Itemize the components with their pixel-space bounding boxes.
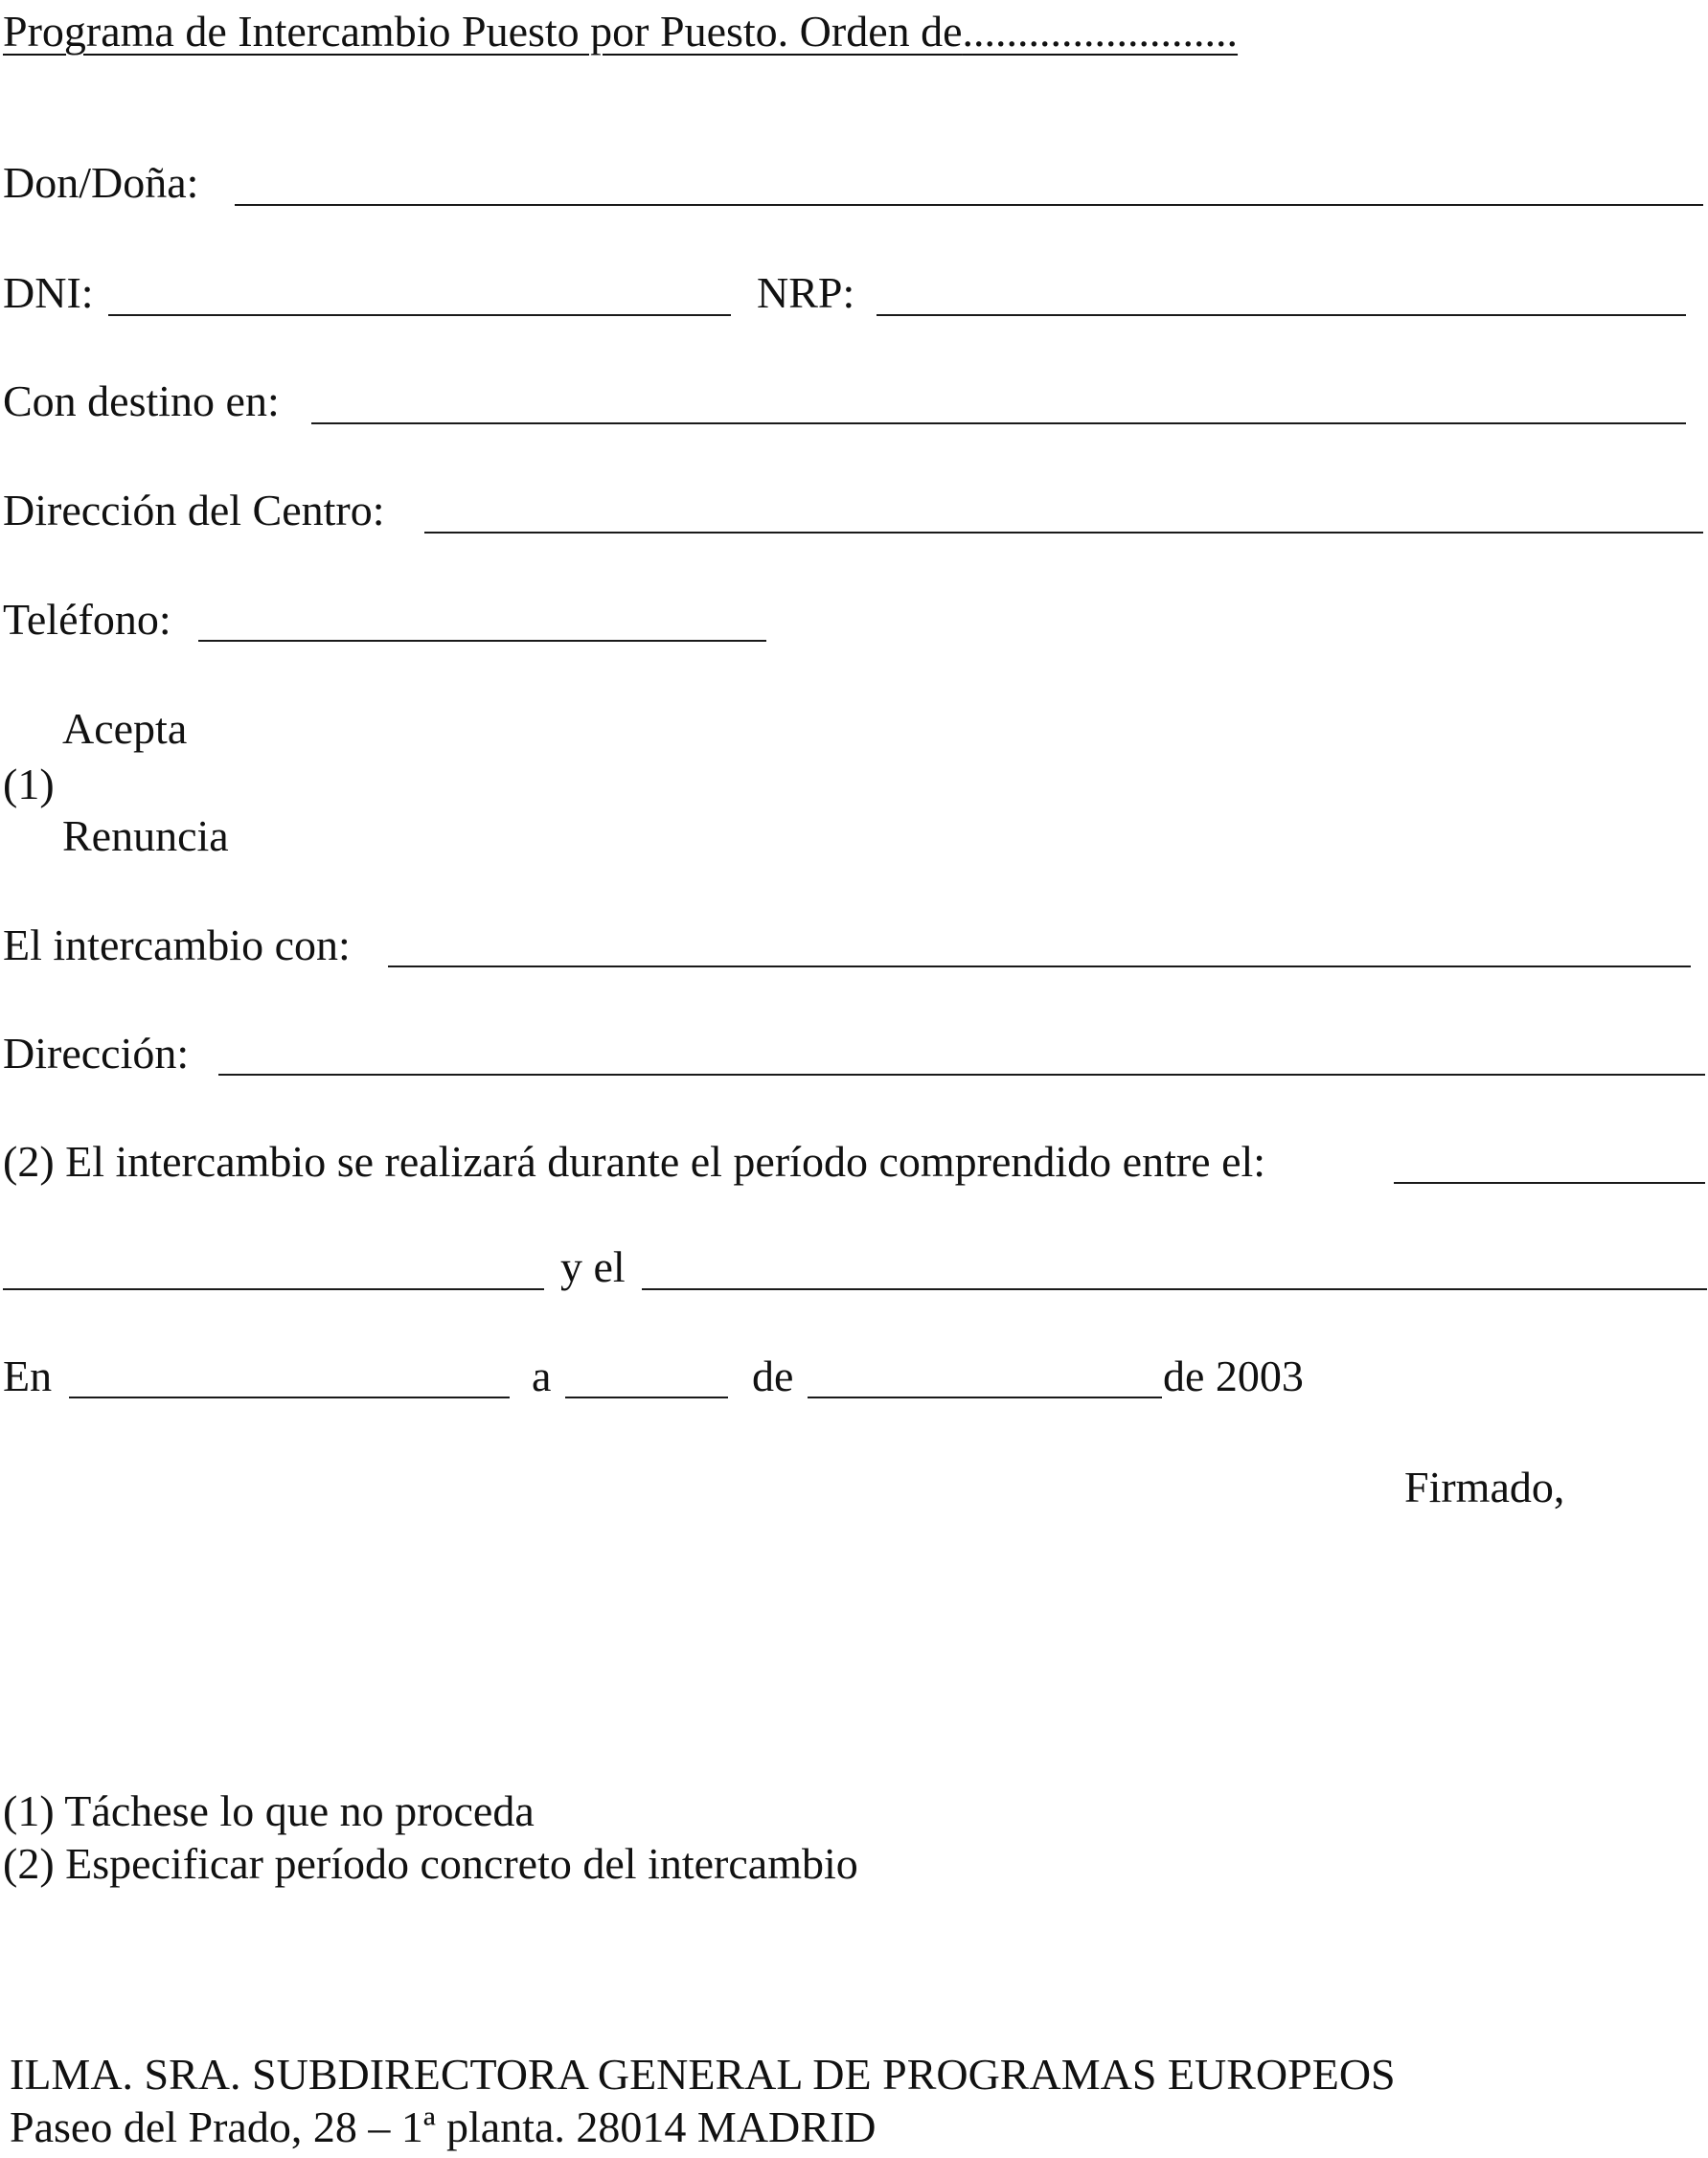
footnote-2: (2) Especificar período concreto del intercambio bbox=[3, 1839, 858, 1888]
dia-field[interactable] bbox=[565, 1397, 728, 1398]
periodo-end-field[interactable] bbox=[642, 1288, 1707, 1290]
dni-field[interactable] bbox=[108, 314, 731, 316]
telefono-field[interactable] bbox=[198, 640, 766, 642]
title-dots: ......................... bbox=[962, 7, 1239, 56]
destino-field[interactable] bbox=[311, 422, 1686, 424]
direccion-centro-field[interactable] bbox=[424, 532, 1703, 534]
don-dona-label: Don/Doña: bbox=[3, 158, 199, 207]
en-label: En bbox=[3, 1352, 53, 1400]
page-title bbox=[3, 7, 1239, 56]
lugar-field[interactable] bbox=[69, 1397, 510, 1398]
destino-label: Con destino en: bbox=[3, 376, 280, 425]
y-el-label: y el bbox=[560, 1242, 626, 1291]
periodo-text: (2) El intercambio se realizará durante el período comprendido entre el: bbox=[3, 1137, 1266, 1186]
option-renuncia[interactable]: Renuncia bbox=[62, 811, 229, 860]
intercambio-con-field[interactable] bbox=[388, 965, 1691, 967]
addressee-line-2: Paseo del Prado, 28 – 1ª planta. 28014 MADRID bbox=[10, 2102, 877, 2151]
firmado-label: Firmado, bbox=[1404, 1463, 1565, 1511]
direccion-centro-label: Dirección del Centro: bbox=[3, 486, 385, 534]
addressee-line-1: ILMA. SRA. SUBDIRECTORA GENERAL DE PROGRAMAS EUROPEOS bbox=[10, 2050, 1396, 2099]
a-label: a bbox=[532, 1352, 552, 1400]
periodo-start-field[interactable] bbox=[1394, 1182, 1705, 1184]
telefono-label: Teléfono: bbox=[3, 595, 171, 644]
periodo-start-cont-field[interactable] bbox=[3, 1288, 544, 1290]
year-label: de 2003 bbox=[1163, 1352, 1304, 1400]
dni-label: DNI: bbox=[3, 268, 94, 317]
direccion-label: Dirección: bbox=[3, 1029, 190, 1078]
nrp-field[interactable] bbox=[877, 314, 1686, 316]
title-text: Programa de Intercambio Puesto por Puesto. Orden de bbox=[3, 7, 963, 56]
option-marker: (1) bbox=[3, 760, 55, 808]
footnote-1: (1) Táchese lo que no proceda bbox=[3, 1786, 535, 1835]
option-acepta[interactable]: Acepta bbox=[62, 704, 188, 753]
de-label: de bbox=[752, 1352, 794, 1400]
intercambio-con-label: El intercambio con: bbox=[3, 920, 351, 969]
signature-area[interactable] bbox=[1322, 1533, 1686, 1705]
don-dona-field[interactable] bbox=[235, 204, 1703, 206]
nrp-label: NRP: bbox=[757, 268, 855, 317]
direccion-field[interactable] bbox=[218, 1074, 1705, 1076]
mes-field[interactable] bbox=[808, 1397, 1162, 1398]
